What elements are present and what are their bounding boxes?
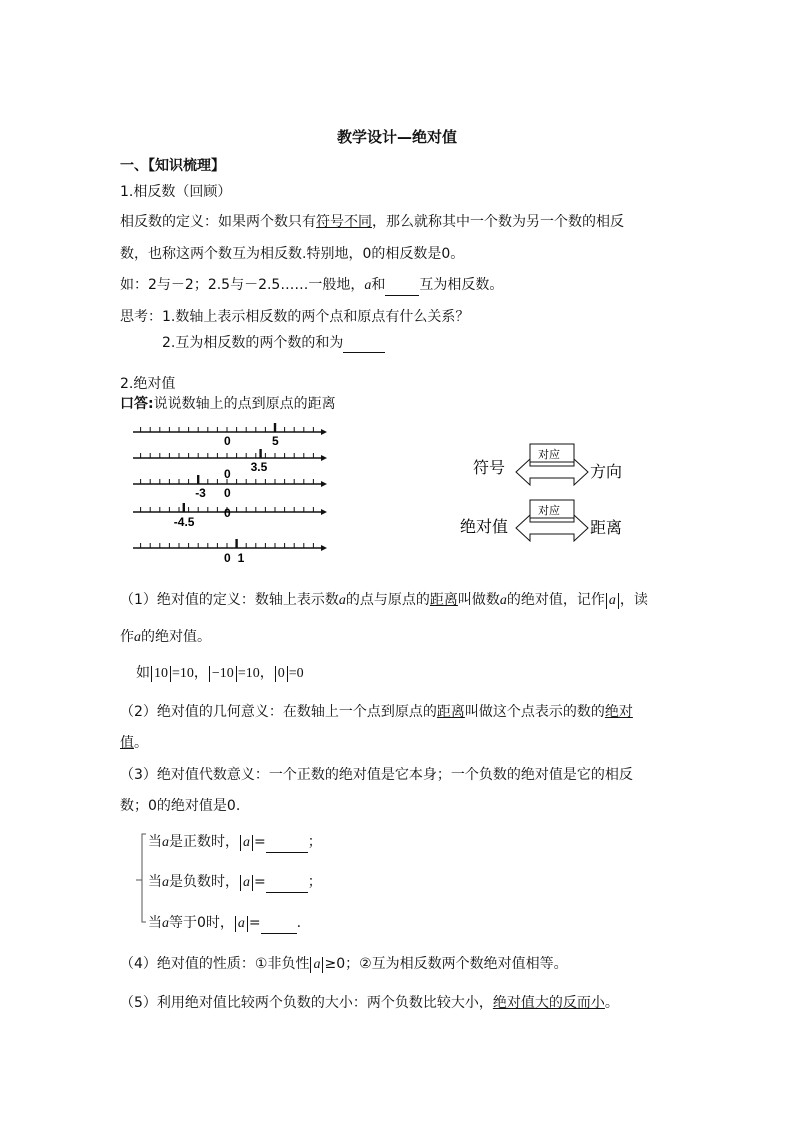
number-line-arrow [321, 429, 327, 435]
distance-label: 距离 [590, 520, 623, 537]
text: 等于0时， [169, 915, 234, 931]
underlined-term: 距离 [429, 592, 458, 608]
think-question-2 [162, 333, 385, 353]
abs-definition-line2 [120, 627, 211, 648]
fill-blank[interactable] [385, 281, 419, 296]
abs-value-10: 10 [151, 666, 171, 682]
text: 叫做这个点表示的数的 [464, 704, 605, 720]
number-line-arrow [321, 481, 327, 487]
variable: a [338, 593, 346, 608]
underlined-term: 值 [120, 735, 134, 751]
fill-blank[interactable] [266, 878, 308, 893]
variable: a [499, 593, 507, 608]
zero-label: 0 [224, 434, 231, 448]
correspondence-diagram [460, 442, 660, 542]
negative-comparison [120, 993, 619, 1013]
zero-label: 0 [224, 551, 231, 565]
number-line-arrow [321, 455, 327, 461]
case-positive: 当a是正数时， a = ； [148, 832, 322, 853]
text: =0 [288, 666, 304, 681]
section-heading: 一、【知识梳理】 [120, 158, 225, 174]
absolute-value-label: 绝对值 [460, 519, 509, 536]
zero-label: 0 [224, 486, 231, 500]
text: 当 [148, 874, 162, 890]
point-label: -3 [195, 486, 206, 500]
underlined-term: 距离 [436, 704, 465, 720]
text: 是负数时， [169, 874, 239, 890]
point-label: 1 [237, 551, 245, 565]
abs-notation: a [606, 593, 619, 609]
number-line-arrow [321, 545, 327, 551]
zero-label: 0 [224, 467, 231, 481]
zero-label: 0 [224, 506, 231, 520]
geometric-meaning-line2 [120, 733, 148, 753]
text: 的绝对值，记作 [506, 592, 605, 608]
text: ； [307, 874, 322, 890]
text: 和 [371, 277, 386, 293]
direction-label: 方向 [590, 464, 623, 481]
think-question-1: 思考：1.数轴上表示相反数的两个点和原点有什么关系？ [120, 309, 470, 325]
point-label: 3.5 [250, 460, 268, 474]
abs-notation: a [240, 875, 253, 891]
underlined-term: 符号不同 [316, 214, 372, 230]
algebraic-meaning-line2: 数；0的绝对值是0. [120, 798, 241, 814]
text: （2）绝对值的几何意义：在数轴上一个点到原点的 [120, 704, 437, 720]
text: 是正数时， [169, 834, 239, 850]
text: . [296, 915, 302, 931]
text: ，读 [619, 592, 648, 608]
abs-notation: a [240, 835, 253, 851]
fill-blank[interactable] [261, 919, 297, 934]
variable: a [162, 875, 169, 890]
text: 的绝对值。 [141, 629, 211, 645]
part2-heading: 2.绝对值 [120, 376, 176, 392]
geometric-meaning-line1 [120, 702, 633, 722]
abs-value-neg10: −10 [209, 666, 237, 682]
text: 的点与原点的 [345, 592, 430, 608]
variable: a [364, 278, 372, 293]
text: 。 [604, 995, 619, 1011]
oral-question [120, 394, 336, 414]
number-lines [125, 420, 365, 575]
text: 作 [120, 629, 134, 645]
text: ； [307, 834, 322, 850]
text: 如：2与－2；2.5与－2.5……一般地， [120, 277, 365, 293]
number-line-arrow [321, 509, 327, 515]
text: =10， [237, 666, 274, 681]
text: 说说数轴上的点到原点的距离 [153, 396, 336, 412]
abs-value-0: 0 [275, 666, 288, 682]
point-label: -4.5 [173, 515, 195, 529]
abs-notation: a [235, 916, 248, 932]
point-label: 5 [272, 434, 279, 448]
underlined-term: 绝对 [604, 704, 633, 720]
text: 叫做数 [457, 592, 500, 608]
box-label: 对应 [538, 449, 560, 461]
text: ≥0；②互为相反数两个数绝对值相等。 [324, 956, 568, 972]
opposite-definition-line1 [120, 212, 624, 232]
underlined-term: 绝对值大的反而小 [492, 995, 605, 1011]
abs-definition-line1 [120, 590, 648, 611]
text: 互为相反数。 [419, 277, 504, 293]
text: 相反数的定义：如果两个数只有 [120, 214, 316, 230]
text: =10， [172, 666, 208, 681]
box-label: 对应 [538, 505, 560, 517]
row2 [460, 500, 622, 541]
text: 如 [136, 665, 150, 681]
case-zero: 当a等于0时， a = . [148, 913, 301, 934]
variable: a [134, 630, 141, 645]
text: 2.互为相反数的两个数的和为 [162, 335, 344, 351]
row1 [473, 444, 622, 485]
part1-heading: 1.相反数（回顾） [120, 184, 232, 200]
variable: a [162, 916, 169, 931]
text: ，那么就称其中一个数为另一个数的相反 [372, 214, 624, 230]
opposite-example [120, 275, 503, 296]
text: （5）利用绝对值比较两个负数的大小：两个负数比较大小， [120, 995, 493, 1011]
fill-blank[interactable] [343, 338, 385, 353]
opposite-definition-line2: 数，也称这两个数互为相反数.特别地，0的相反数是0。 [120, 246, 465, 262]
text: 当 [148, 915, 162, 931]
text: 当 [148, 834, 162, 850]
case-negative: 当a是负数时， a = ； [148, 872, 322, 893]
oral-label: 口答: [120, 396, 154, 412]
fill-blank[interactable] [266, 838, 308, 853]
page-title: 教学设计—绝对值 [336, 128, 457, 146]
variable: a [162, 835, 169, 850]
text: （4）绝对值的性质：①非负性 [120, 956, 310, 972]
text: 。 [134, 735, 148, 751]
symbol-label: 符号 [473, 460, 506, 477]
abs-properties [120, 954, 568, 974]
abs-notation: a [310, 957, 323, 973]
algebraic-meaning-line1: （3）绝对值代数意义：一个正数的绝对值是它本身；一个负数的绝对值是它的相反 [120, 767, 633, 783]
double-arrow-1 [516, 459, 588, 485]
text: （1）绝对值的定义：数轴上表示数 [120, 592, 339, 608]
abs-examples [136, 663, 304, 684]
double-arrow-2 [516, 515, 588, 541]
